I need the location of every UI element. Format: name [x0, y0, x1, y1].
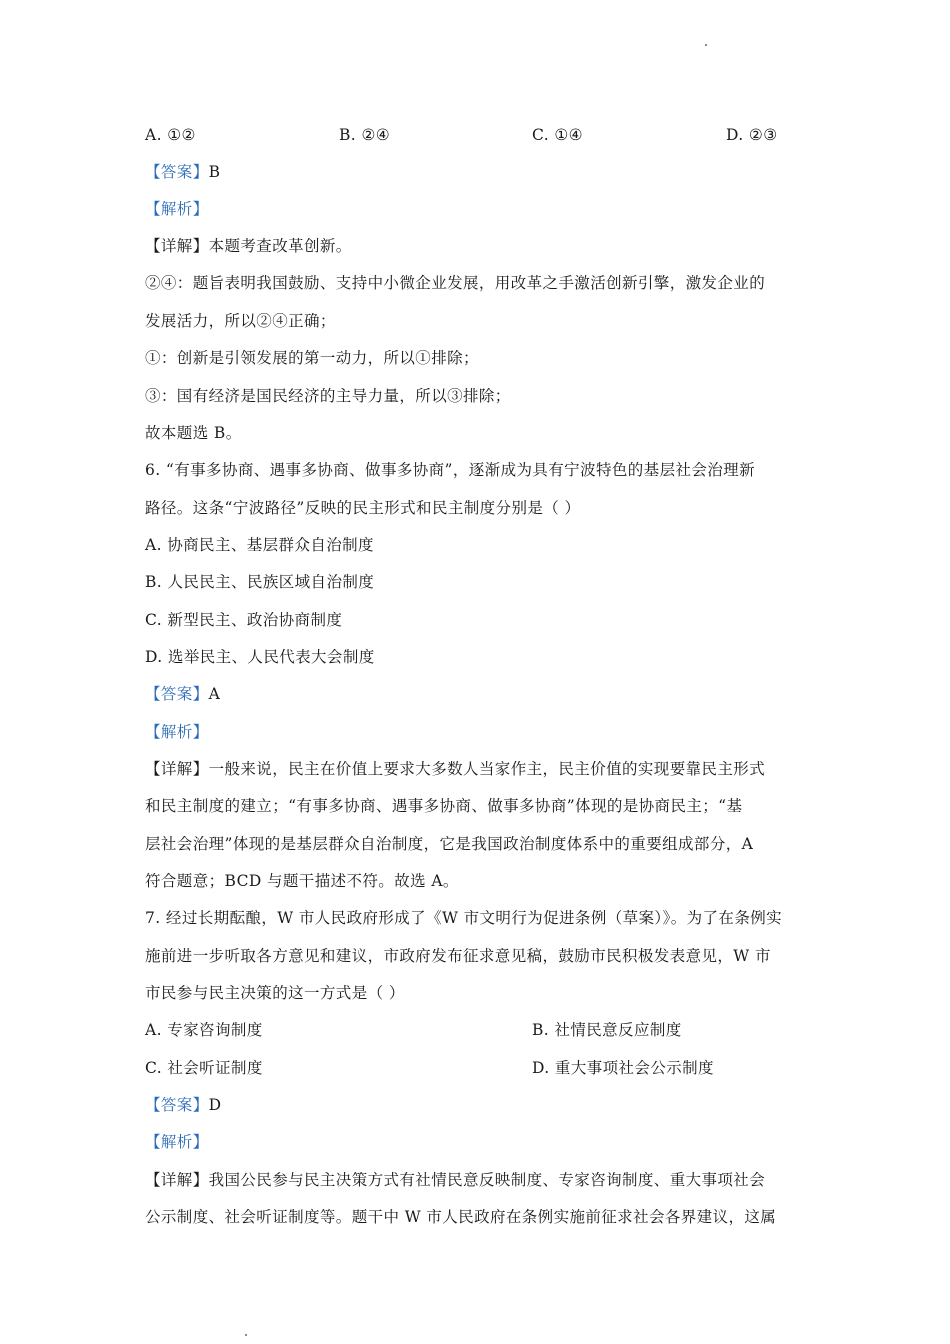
q6-option-a: A. 协商民主、基层群众自治制度: [145, 536, 374, 554]
q5-detail-line: 发展活力，所以②④正确；: [145, 312, 336, 330]
q7-option-c: C. 社会听证制度: [145, 1059, 263, 1077]
q5-detail-line: ②④：题旨表明我国鼓励、支持中小微企业发展，用改革之手激活创新引擎，激发企业的: [145, 274, 766, 292]
detail-tag: 【详解】: [145, 1171, 209, 1189]
q5-option-c: C. ①④: [532, 126, 583, 144]
q7-analysis-tag: 【解析】: [145, 1133, 209, 1151]
detail-text: 本题考查改革创新。: [208, 237, 352, 255]
detail-tag: 【详解】: [145, 760, 209, 778]
q5-answer: [145, 162, 220, 182]
answer-value: A: [208, 685, 221, 703]
q6-option-b: B. 人民民主、民族区域自治制度: [145, 573, 375, 591]
q5-detail-line: ③：国有经济是国民经济的主导力量，所以③排除；: [145, 387, 511, 405]
q7-option-d: D. 重大事项社会公示制度: [532, 1059, 714, 1077]
q6-option-c: C. 新型民主、政治协商制度: [145, 611, 343, 629]
top-mark: [705, 44, 707, 46]
detail-text: 一般来说，民主在价值上要求大多数人当家作主，民主价值的实现要靠民主形式: [208, 760, 766, 778]
q5-detail-line: [145, 236, 352, 256]
q5-option-d: D. ②③: [726, 126, 778, 144]
q6-detail-line: 层社会治理”体现的是基层群众自治制度，它是我国政治制度体系中的重要组成部分，A: [145, 835, 754, 853]
answer-tag: 【答案】: [145, 163, 209, 181]
q7-option-b: B. 社情民意反应制度: [532, 1021, 682, 1039]
answer-value: D: [208, 1096, 222, 1114]
q6-option-d: D. 选举民主、人民代表大会制度: [145, 648, 375, 666]
answer-tag: 【答案】: [145, 685, 209, 703]
q7-option-a: A. 专家咨询制度: [145, 1021, 263, 1039]
q6-detail-line: 符合题意；BCD 与题干描述不符。故选 A。: [145, 872, 459, 890]
bottom-mark: [245, 1334, 247, 1336]
q5-detail-line: ①：创新是引领发展的第一动力，所以①排除；: [145, 349, 479, 367]
q5-analysis-tag: 【解析】: [145, 200, 209, 218]
detail-tag: 【详解】: [145, 237, 209, 255]
q5-option-b: B. ②④: [339, 126, 391, 144]
q7-detail-line: [145, 1170, 765, 1190]
q6-detail-line: 和民主制度的建立；“有事多协商、遇事多协商、做事多协商”体现的是协商民主；“基: [145, 797, 743, 815]
q5-option-a: A. ①②: [145, 126, 196, 144]
q6-analysis-tag: 【解析】: [145, 723, 209, 741]
detail-text: 我国公民参与民主决策方式有社情民意反映制度、专家咨询制度、重大事项社会: [208, 1171, 766, 1189]
q5-detail-line: 故本题选 B。: [145, 424, 242, 442]
q7-stem-line: 市民参与民主决策的这一方式是（ ）: [145, 984, 405, 1002]
q6-stem-line: 路径。这条“宁波路径”反映的民主形式和民主制度分别是（ ）: [145, 499, 581, 517]
q7-answer: [145, 1095, 221, 1115]
q6-answer: [145, 684, 220, 704]
q7-detail-line: 公示制度、社会听证制度等。题干中 W 市人民政府在条例实施前征求社会各界建议，这属: [145, 1208, 777, 1226]
answer-tag: 【答案】: [145, 1096, 209, 1114]
q6-stem-line: 6. “有事多协商、遇事多协商、做事多协商”，逐渐成为具有宁波特色的基层社会治理新: [145, 461, 755, 479]
answer-value: B: [208, 163, 221, 181]
q6-detail-line: [145, 759, 765, 779]
q7-stem-line: 7. 经过长期酝酿，W 市人民政府形成了《W 市文明行为促进条例（草案）》。为了在条例实: [145, 909, 783, 927]
q7-stem-line: 施前进一步听取各方意见和建议，市政府发布征求意见稿，鼓励市民积极发表意见，W 市: [145, 947, 771, 965]
